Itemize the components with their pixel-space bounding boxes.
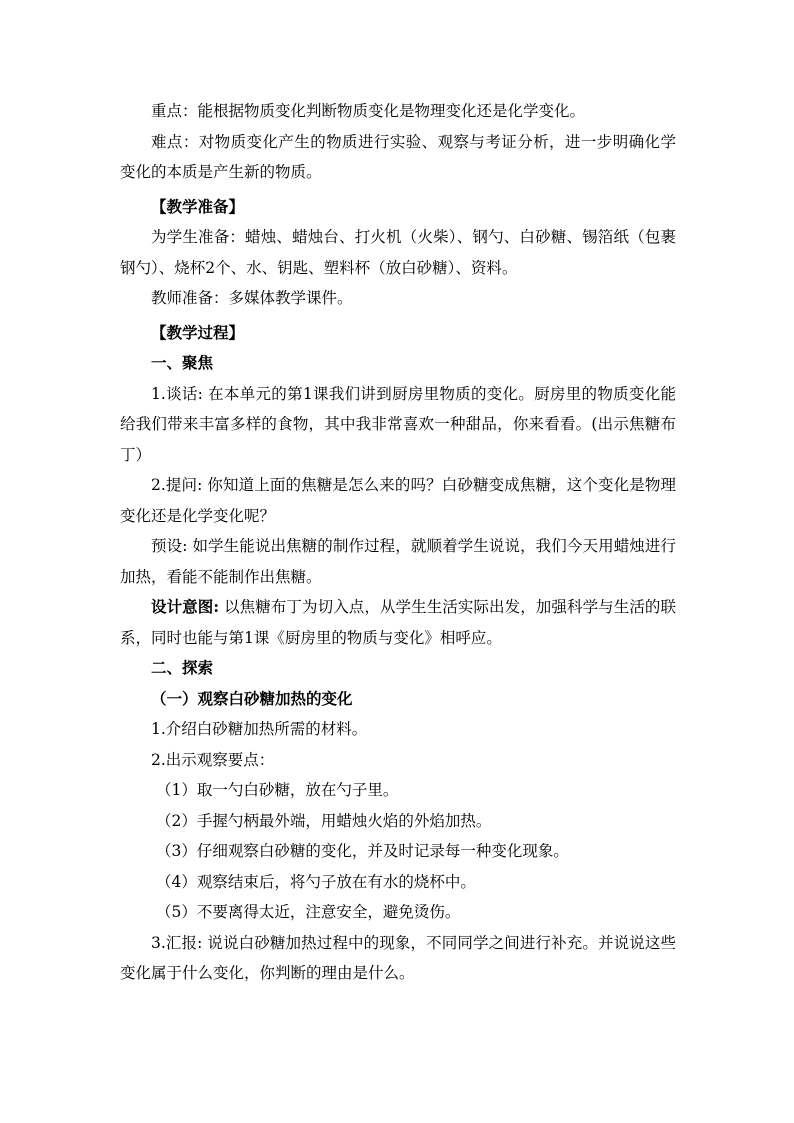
observation-point: （1）取一勺白砂糖，放在勺子里。	[156, 781, 399, 799]
design-intent-paragraph	[120, 592, 676, 653]
section-focus-heading: 一、聚焦	[151, 353, 214, 372]
design-intent-text: 以焦糖布丁为切入点，从学生生活实际出发，加强科学与生活的联系，同时也能与第1课《厨房里的物质与变化》相呼应。	[120, 598, 676, 647]
student-prep-paragraph: 为学生准备：蜡烛、蜡烛台、打火机（火柴）、钢勺、白砂糖、锡箔纸（包裹钢勺）、烧杯2个、水、钥匙、塑料杯（放白砂糖）、资料。	[120, 228, 676, 277]
question-paragraph: 2.提问: 你知道上面的焦糖是怎么来的吗？白砂糖变成焦糖，这个变化是物理变化还是化学变化呢？	[120, 476, 676, 525]
subsection-observe-heading: （一）观察白砂糖加热的变化	[151, 688, 353, 708]
key-point-paragraph: 重点：能根据物质变化判断物质变化是物理变化还是化学变化。	[151, 102, 586, 120]
observation-point: （2）手握勺柄最外端，用蜡烛火焰的外焰加热。	[156, 811, 492, 830]
observation-point: （5）不要离得太近，注意安全，避免烫伤。	[156, 903, 461, 921]
step-3-paragraph: 3.汇报: 说说白砂糖加热过程中的现象，不同同学之间进行补充。并说说这些变化属于什么变化，你判断的理由是什么。	[120, 933, 676, 982]
step-1-paragraph: 1.介绍白砂糖加热所需的材料。	[151, 720, 368, 738]
step-2-paragraph: 2.出示观察要点：	[151, 750, 275, 769]
teacher-prep-paragraph: 教师准备：多媒体教学课件。	[151, 289, 353, 307]
teaching-process-heading: 【教学过程】	[151, 322, 245, 342]
observation-point: （4）观察结束后，将勺子放在有水的烧杯中。	[156, 872, 476, 891]
design-intent-label: 设计意图:	[151, 597, 220, 616]
document-body	[120, 96, 676, 989]
difficulty-paragraph: 难点：对物质变化产生的物质进行实验、观察与考证分析，进一步明确化学变化的本质是产生新的物质。	[120, 132, 676, 181]
talk-paragraph: 1.谈话: 在本单元的第1课我们讲到厨房里物质的变化。厨房里的物质变化能给我们带来丰富多样的食物，其中我非常喜欢一种甜品，你来看看。(出示焦糖布丁）	[120, 384, 676, 464]
preset-paragraph: 预设: 如学生能说出焦糖的制作过程，就顺着学生说说，我们今天用蜡烛进行加热，看能不能制作出焦糖。	[120, 537, 676, 586]
teaching-prep-heading: 【教学准备】	[151, 196, 245, 216]
observation-point: （3）仔细观察白砂糖的变化，并及时记录每一种变化现象。	[156, 842, 569, 860]
section-explore-heading: 二、探索	[151, 658, 214, 677]
